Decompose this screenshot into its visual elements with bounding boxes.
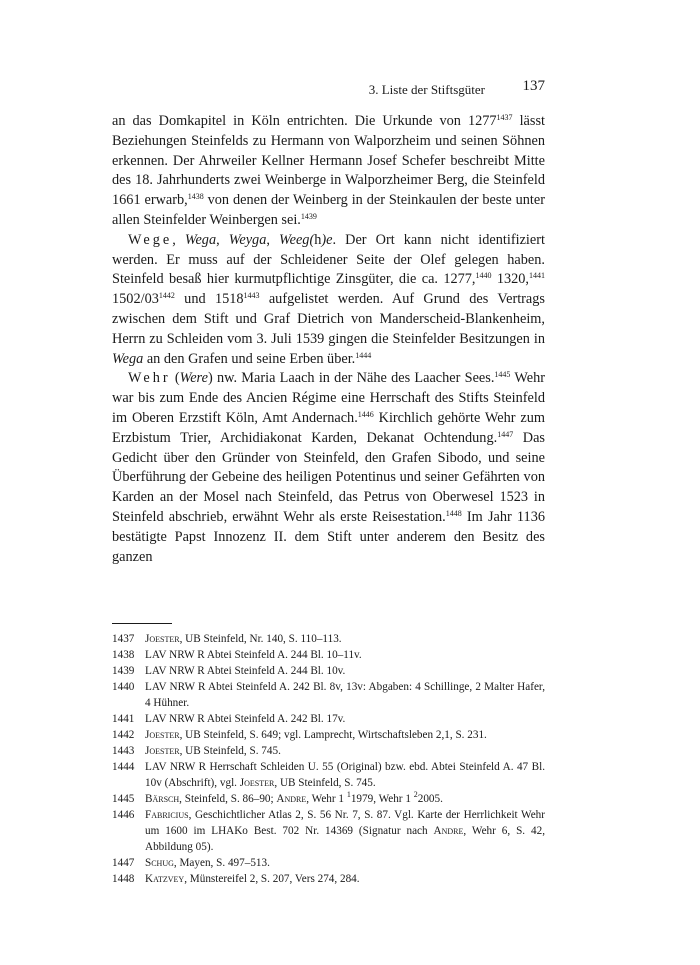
footnote: 1445 Bärsch, Steinfeld, S. 86–90; Andre, Wehr 1 $^1$1979, Wehr 1 $^2$2005. — [112, 790, 443, 806]
footnote-separator — [112, 623, 172, 624]
footnote: 1440 LAV NRW R Abtei Steinfeld A. 242 Bl. 8v, 13v: Abgaben: 4 Schillinge, 2 Malter Hafer, 4 Hühner. — [112, 681, 545, 710]
footnote-ref[interactable]: 1441 — [529, 271, 545, 281]
footnote: 1442 Joester, UB Steinfeld, S. 649; vgl. Lamprecht, Wirtschaftsleben 2,1, S. 231. — [112, 729, 487, 742]
footnote-ref[interactable]: 1437 — [496, 113, 513, 122]
entry-heading: Wehr — [128, 370, 171, 387]
paragraph-wehr: Wehr (Were) nw. Maria Laach in der Nähe des Laacher Sees.$^{1445}$ Wehr war bis zum Ende des Ancien Régime eine Herrschaft des Stifts Steinfeld im Oberen Erzstift Köln, Amt Andernach.$^{1446}$ Kirchlich gehörte Wehr zum Erzbistum Trier, Archidiakonat Karden, Dekanat Ochtendung.$^{1447}$ Das Gedicht über den Gründer von Steinfeld, den Grafen Sibodo, und seine Überführung der Gebeine des heiligen Potentinus und seiner Gefährten von Karden an der Mosel nach Steinfeld, das Petrus von Oberwesel 1523 in Steinfeld abschrieb, erwähnt Wehr als erste Reisestation.$^{1448}$ Im Jahr 1136 bestätigte Papst Innozenz II. dem Stift unter anderem den Besitz des ganzen — [112, 370, 545, 565]
body-text — [112, 112, 545, 567]
footnote: 1441 LAV NRW R Abtei Steinfeld A. 242 Bl. 17v. — [112, 713, 346, 726]
footnote-ref[interactable]: 1438 — [187, 192, 204, 202]
footnote-ref[interactable]: 1440 — [475, 271, 492, 281]
footnotes — [112, 631, 545, 887]
footnote: 1448 Katzvey, Münstereifel 2, S. 207, Vers 274, 284. — [112, 873, 360, 886]
running-head — [112, 78, 545, 100]
footnote-ref[interactable]: 1447 — [497, 429, 514, 439]
running-head-title: 3. Liste der Stiftsgüter — [368, 82, 485, 97]
footnote-ref[interactable]: 1444 — [355, 350, 372, 360]
page — [112, 78, 545, 887]
entry-heading: Wege — [128, 231, 173, 248]
footnote: 1437 Joester, UB Steinfeld, Nr. 140, S. 110–113. — [112, 633, 342, 646]
footnote-ref[interactable]: 1446 — [357, 409, 374, 419]
footnote-ref[interactable]: 1442 — [158, 291, 175, 301]
paragraph-domkapitel: an das Domkapitel in Köln entrichten. Die Urkunde von $1277^{1437}$ lässt Beziehungen Steinfelds zu Hermann von Walporzheim und seinen Söhnen erkennen. Der Ahrweiler Kellner Hermann Josef Schefer beschreibt Mitte des 18. Jahrhunderts zwei Weinberge in Walporzheimer Berg, die Steinfeld 1661 erwarb,$^{1438}$ von denen der Weinberg in der Steinkaulen der beste unter allen Steinfelder Weinbergen sei.$^{1439}$ — [112, 113, 546, 228]
footnote: 1444 LAV NRW R Herrschaft Schleiden U. 55 (Original) bzw. ebd. Abtei Steinfeld A. 47 Bl. 10v (Abschrift), vgl. Joester, UB Steinfeld, S. 745. — [112, 761, 545, 790]
footnote: 1443 Joester, UB Steinfeld, S. 745. — [112, 745, 281, 758]
footnote: 1438 LAV NRW R Abtei Steinfeld A. 244 Bl. 10–11v. — [112, 649, 362, 662]
footnote: 1439 LAV NRW R Abtei Steinfeld A. 244 Bl. 10v. — [112, 665, 346, 678]
page-number: 137 — [522, 78, 545, 94]
paragraph-wege: Wege, Wega, Weyga, Weeg(h)e. Der Ort kann nicht identifiziert werden. Er muss auf der Schleidener Seite der Olef gelegen haben. Steinfeld besaß hier kurmutpflichtige Zinsgüter, die ca. 1277,$^{1440}$ 1320,$^{1441}$ $1502/03^{1442}$ und $1518^{1443}$ aufgelistet werden. Auf Grund des Vertrags zwischen dem Stift und Graf Dietrich von Manderscheid-Blankenheim, Herrn zu Schleiden vom 3. Juli 1539 gingen die Steinfelder Besitzungen in Wega an den Grafen und seine Erben über.$^{1444}$ — [112, 231, 545, 367]
footnote: 1447 Schug, Mayen, S. 497–513. — [112, 857, 270, 870]
footnote-ref[interactable]: 1445 — [494, 370, 511, 380]
footnote-ref[interactable]: 1443 — [243, 291, 260, 301]
footnote-ref[interactable]: 1448 — [445, 508, 462, 518]
footnote: 1446 Fabricius, Geschichtlicher Atlas 2, S. 56 Nr. 7, S. 87. Vgl. Karte der Herrlichkeit Wehr um 1600 im LHAKo Best. 702 Nr. 14369 (Signatur nach Andre, Wehr 6, S. 42, Abbildung 05). — [112, 809, 546, 854]
footnote-ref[interactable]: 1439 — [300, 211, 317, 221]
